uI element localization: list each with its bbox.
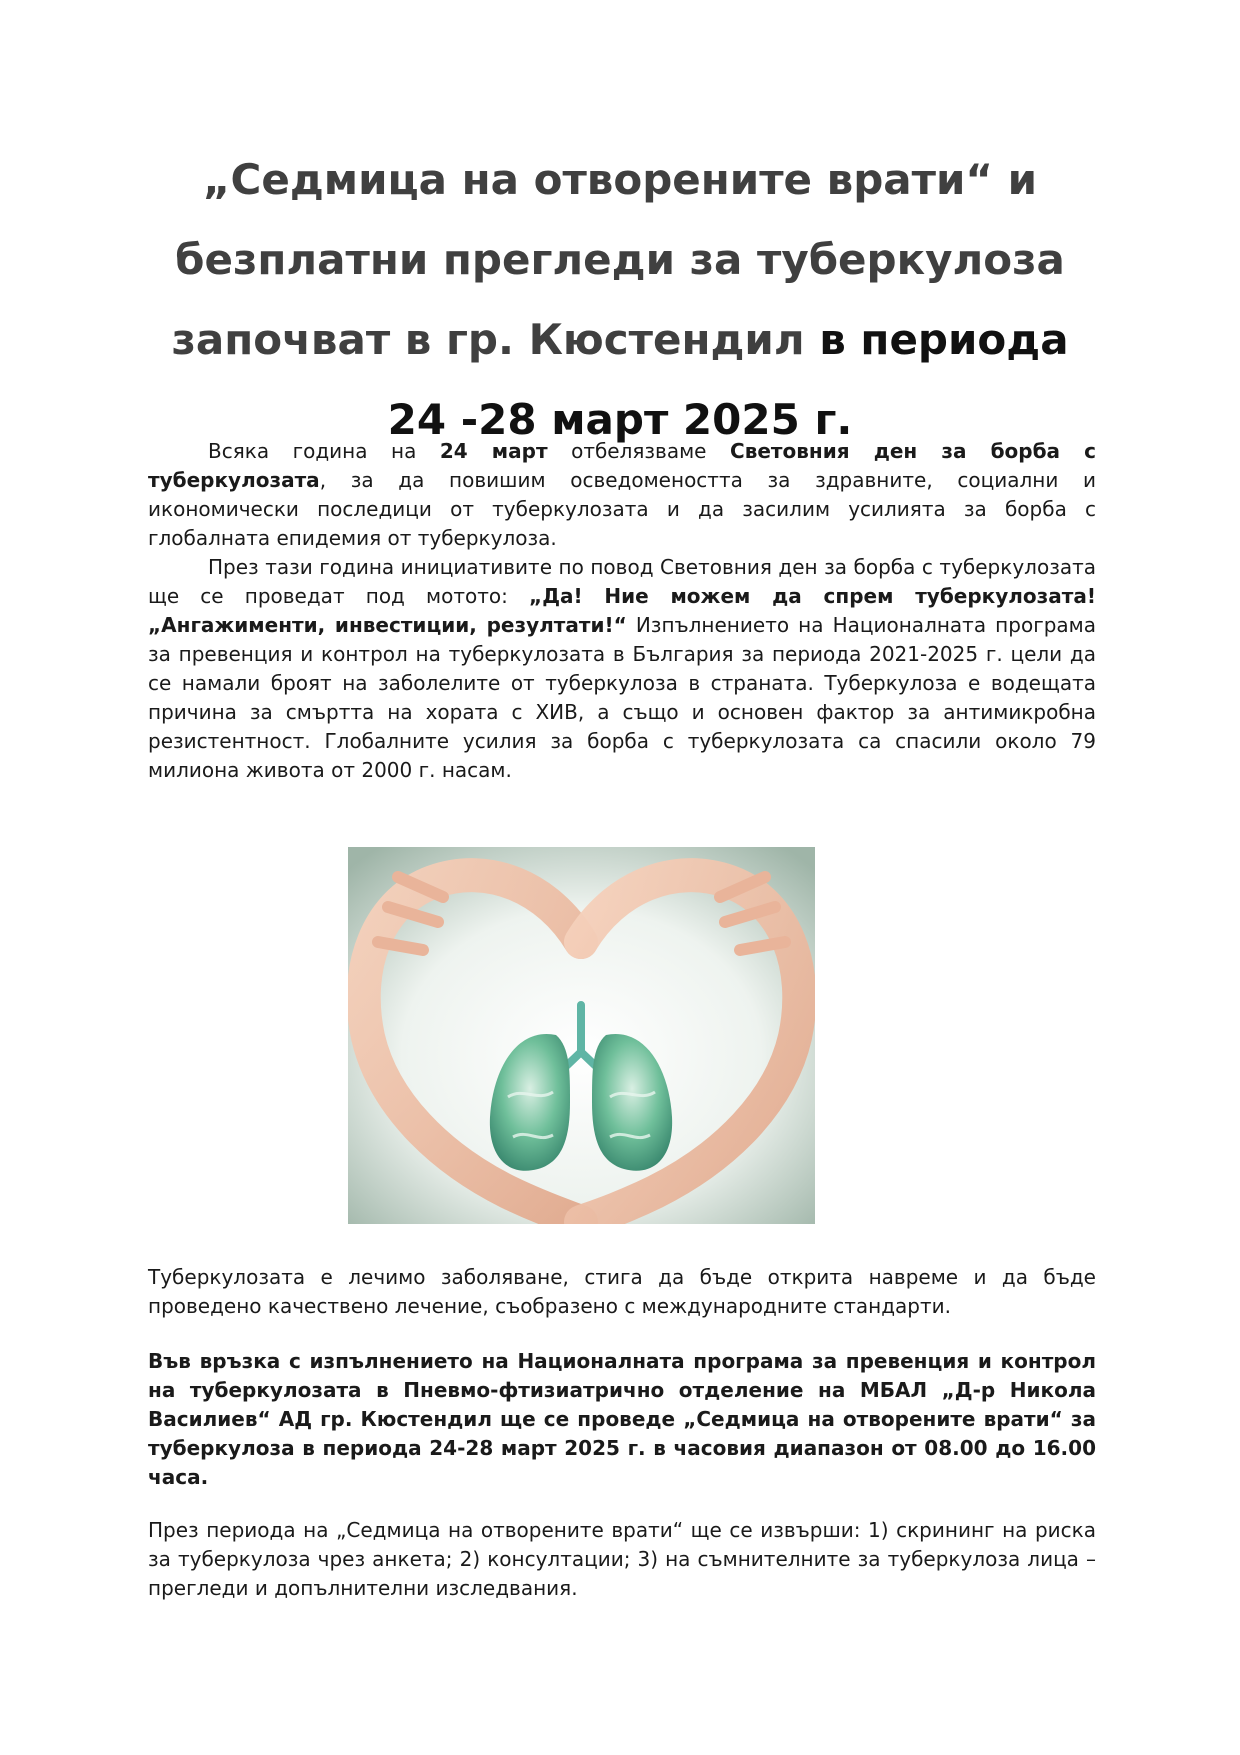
paragraph-treatable: Туберкулозата е лечимо заболяване, стига да бъде открита навреме и да бъде проведено качествено лечение, съобразено с международните стандарти. [148,1265,1096,1318]
title-line-3 [150,300,1090,380]
paragraph-motto: През тази година инициативите по повод Световния ден за борба с туберкулозата ще се проведат под мотото: „Да! Ние можем да спрем туберкулозата! „Ангажименти, инвестиции, резултати!“ Изпълнението на Националната програма за превенция и контрол на туберкулозата в България за периода 2021-2025 г. цели да се намали броят на заболелите от туберкулоза в страната. Туберкулоза е водещата причина за смъртта на хората с ХИВ, а също и основен фактор за антимикробна резистентност. Глобалните усилия за борба с туберкулозата са спасили около 79 милиона живота от 2000 г. насам. [148,555,1096,782]
paragraph-activities: През периода на „Седмица на отворените врати“ ще се извърши: 1) скрининг на риска за туберкулоза чрез анкета; 2) консултации; 3) на съмнителните за туберкулоза лица – прегледи и допълнителни изследвания. [148,1518,1096,1600]
title-line-2: безплатни прегледи за туберкулоза [175,235,1065,284]
title-line-1: „Седмица на отворените врати“ и [202,155,1038,204]
treatment-section [148,1263,1096,1321]
intro-section [148,437,1096,785]
title-dates: 24 -28 март 2025 г. [387,395,853,444]
world-tb-day-highlight: Световния ден за борба с туберкулозата [148,439,1097,492]
hands-heart-lungs-icon [348,847,815,1224]
title-line-3-period: в периода [819,315,1069,364]
open-week-section [148,1347,1096,1492]
hands-heart-lungs-image [348,847,815,1224]
page-title [150,140,1090,460]
date-highlight: 24 март [439,439,548,463]
paragraph-open-week: Във връзка с изпълнението на Националната програма за превенция и контрол на туберкулозата в Пневмо-фтизиатрично отделение на МБАЛ „Д-р Никола Василиев“ АД гр. Кюстендил ще се проведе „Седмица на отворените врати“ за туберкулоза в периода 24-28 март 2025 г. в часовия диапазон от 08.00 до 16.00 часа. [148,1349,1096,1489]
title-line-3-location: започват в гр. Кюстендил [171,315,805,364]
activities-section [148,1516,1096,1603]
paragraph-world-tb-day: Всяка година на 24 март отбелязваме Световния ден за борба с туберкулозата, за да повишим осведомеността за здравните, социални и икономически последици от туберкулозата и да засилим усилията за борба с глобалната епидемия от туберкулоза. [148,439,1097,550]
motto-highlight: „Да! Ние можем да спрем туберкулозата! „Ангажименти, инвестиции, резултати!“ [148,584,1096,637]
